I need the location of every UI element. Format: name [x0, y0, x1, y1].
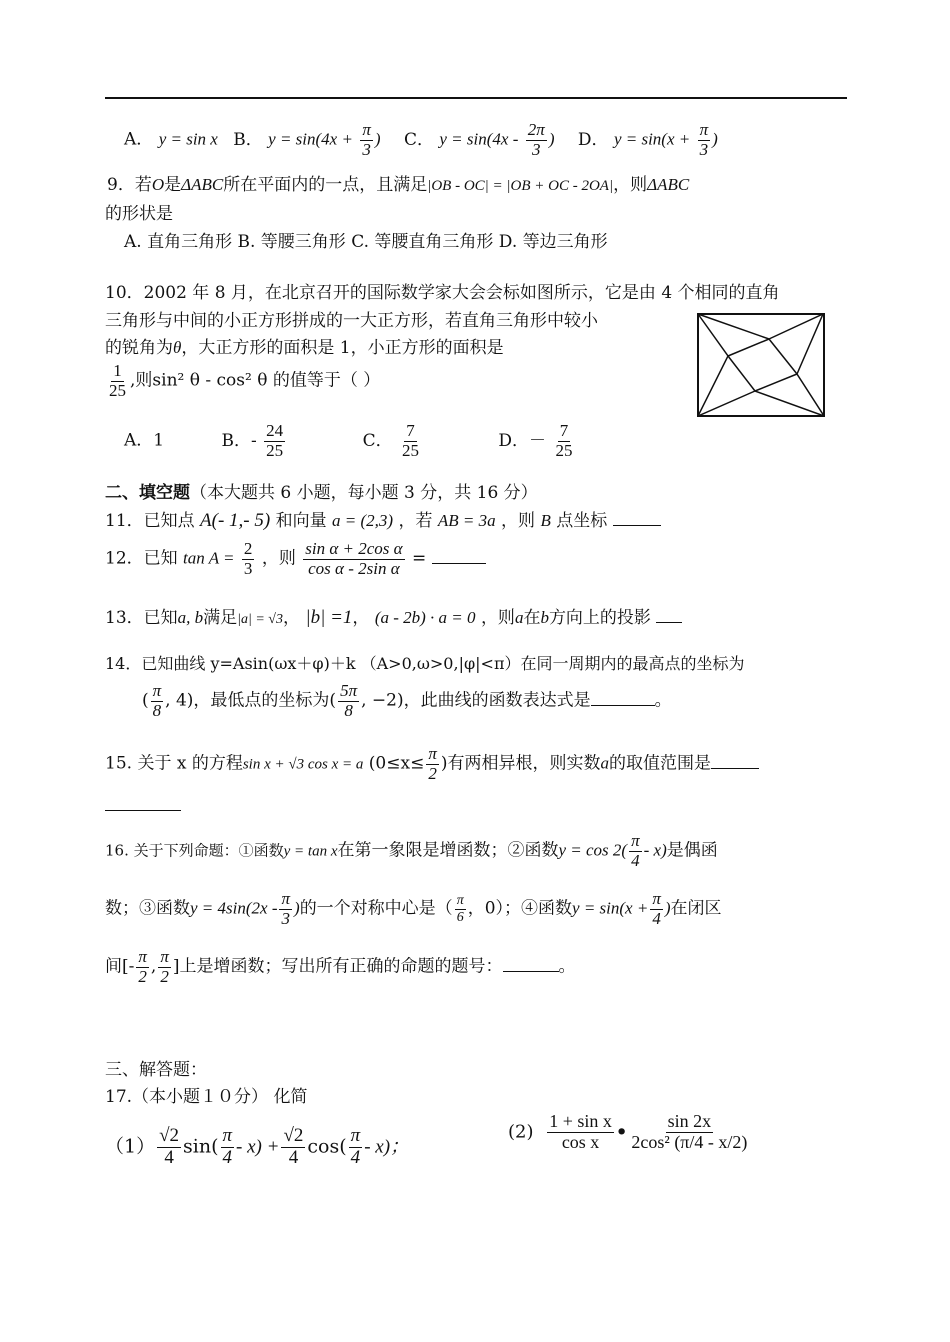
q16-line2: 数；③函数y = 4sin(2x - $\frac{\pi}{3}$ )的一个对称中心是（ $\frac{\pi}{6}$ ，0）；④函数y = sin(x + $\frac{\pi}{4}$ )在闭区 [105, 889, 722, 928]
q15: 15. 关于 x 的方程sin x + √3 cos x = a (0≤x≤ $\frac{\pi}{2}$ )有两相异根，则实数a的取值范围是 [105, 745, 759, 783]
q9-line1: 9．若O是ΔABC所在平面内的一点，且满足|OB - OC| = |OB + OC - 2OA|，则ΔABC [107, 175, 690, 195]
answer-blank[interactable] [503, 971, 559, 972]
q12: 12．已知 tan A = $\frac{2}{3}$ ，则 $\frac{\text{sin α + 2cos α}}{\text{cos α - 2sin α}}$ = [105, 540, 486, 578]
q10-line3: 的锐角为θ，大正方形的面积是 1，小正方形的面积是 [105, 338, 504, 358]
q17-title: 17.（本小题１０分） 化简 [105, 1087, 308, 1107]
q11: 11．已知点 A(- 1,- 5) 和向量 a = (2,3) ，若 AB = 3a ，则 B 点坐标 [105, 506, 661, 532]
q13: 13．已知a, b满足|a| = √3， |b| =1， (a - 2b) · a = 0 ，则a在b方向上的投影 [105, 603, 682, 629]
answer-blank[interactable] [656, 622, 682, 623]
q15-blank-continued[interactable] [105, 810, 181, 811]
q16-line3: 间[- $\frac{\pi}{2}$ , $\frac{\pi}{2}$ ]上是增函数；写出所有正确的命题的题号： 。 [105, 947, 576, 986]
figure-outer-square [698, 314, 824, 416]
pinwheel-figure [697, 313, 825, 417]
q10-line2: 三角形与中间的小正方形拼成的一大正方形，若直角三角形中较小 [105, 311, 598, 331]
section3-heading: 三、解答题： [105, 1060, 207, 1080]
answer-blank[interactable] [711, 768, 759, 769]
q9-line2: 的形状是 [105, 204, 173, 224]
q10-line4: $\frac{1}{25}$ ,则sin² θ - cos² θ 的值等于（ ） [109, 361, 381, 400]
q10-options: A．1 B．- $\frac{24}{25}$ C． $\frac{7}{25}$ D．－ $\frac{7}{25}$ [124, 421, 573, 460]
header-rule [105, 97, 847, 99]
q9-options: A. 直角三角形 B. 等腰三角形 C. 等腰直角三角形 D. 等边三角形 [124, 232, 608, 252]
section2-heading: 二、填空题（本大题共 6 小题，每小题 3 分，共 16 分） [105, 483, 538, 503]
answer-blank[interactable] [613, 525, 661, 526]
answer-blank[interactable] [591, 705, 655, 706]
q16-line1: 16. 关于下列命题：①函数y = tan x在第一象限是增函数；②函数y = cos 2( $\frac{\pi}{4}$ - x)是偶函 [105, 831, 718, 870]
q8-options: A． y = sin x B． y = sin(4x + $\frac{\pi}{3}$ ) C． y = sin(4x - $\frac{2\pi}{3}$ ) D． y = sin(x + $\frac{\pi}{3}$ ) [124, 120, 718, 159]
q14-line2: ( $\frac{\pi}{8}$ , 4)，最低点的坐标为( $\frac{5\pi}{8}$ , −2)，此曲线的函数表达式是 。 [142, 681, 672, 720]
q17-part2: (2) $\frac{\text{1 + sin x}}{\text{cos x}}$ • $\frac{\sin 2x}{\text{2cos² (π/4 - x/2)}}$ [508, 1111, 748, 1152]
q14-line1: 14．已知曲线 y=Asin(ωx＋φ)＋k （A>0,ω>0,|φ|<π）在同一周期内的最高点的坐标为 [105, 654, 745, 673]
q10-line1: 10．2002 年 8 月，在北京召开的国际数学家大会会标如图所示，它是由 4 个相同的直角 [105, 283, 780, 303]
figure-triangles [698, 314, 824, 416]
answer-blank[interactable] [432, 563, 486, 564]
q17-part1: （1） $\frac{√2}{4}$ sin( $\frac{\pi}{4}$ - x) + $\frac{√2}{4}$ cos( $\frac{\pi}{4}$ - x)； [105, 1125, 410, 1168]
